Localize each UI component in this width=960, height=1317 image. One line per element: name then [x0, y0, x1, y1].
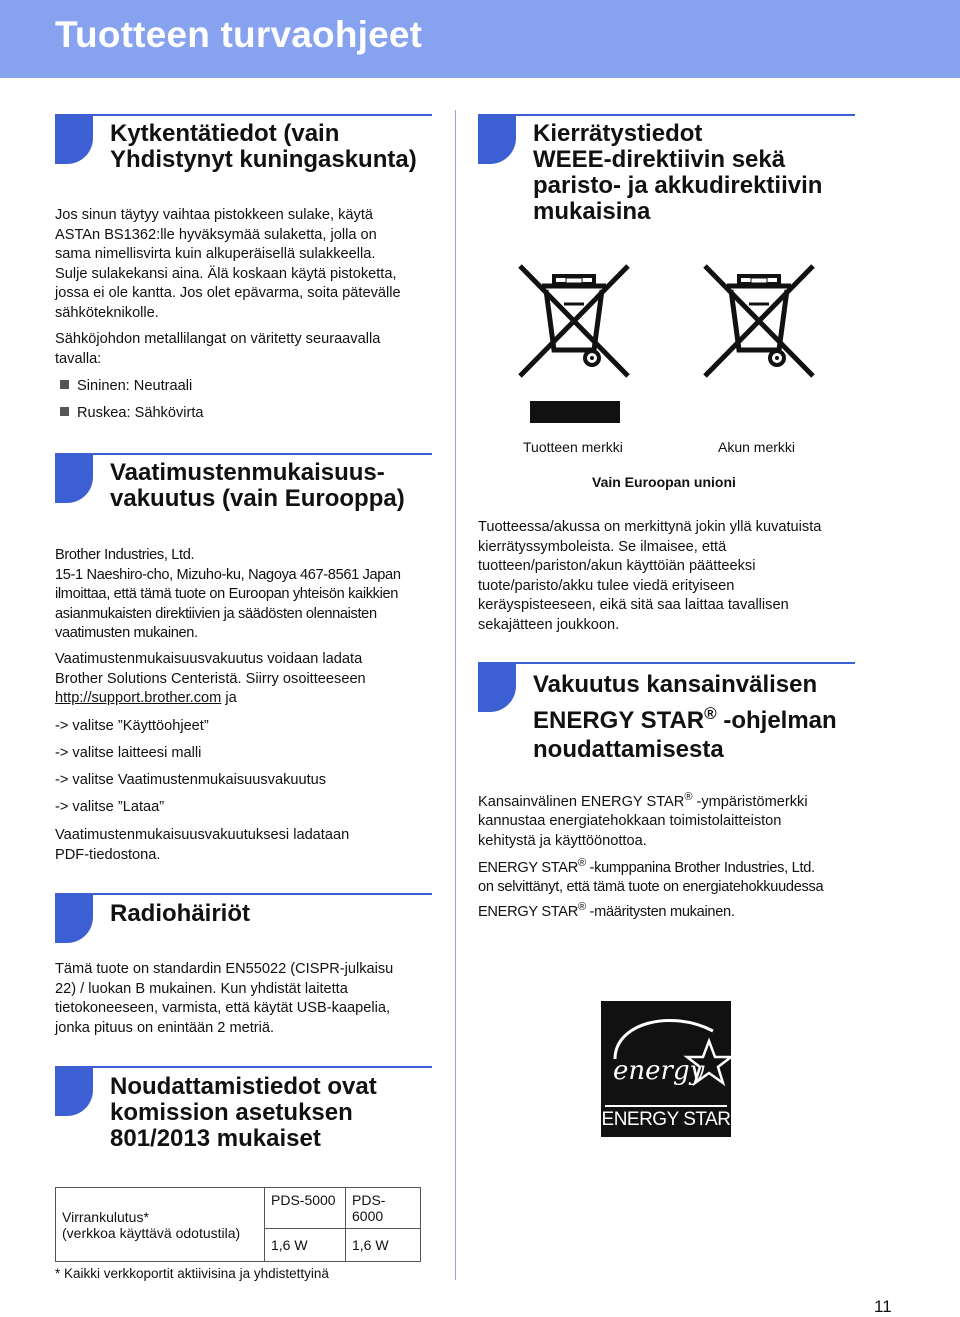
product-mark-label: Tuotteen merkki: [523, 439, 623, 455]
energy-script-text: energy: [613, 1056, 705, 1086]
battery-mark-label: Akun merkki: [718, 439, 796, 455]
section-tab-marker: [478, 116, 516, 164]
section-heading-recycling: Kierrätystiedot WEEE-direktiivin sekä paristo- ja akkudirektiivin mukaisina: [533, 120, 823, 225]
section-heading-energy-star: Vakuutus kansainvälisen ENERGY STAR® -ohjelman noudattamisesta: [533, 671, 837, 763]
section-tab-marker: [478, 664, 516, 712]
energy-star-paragraph-2: ENERGY STAR® -kumppanina Brother Industries, Ltd. on selvittänyt, että tämä tuote on energiatehokkuudessa ENERGY STAR® -määritysten mukainen.: [478, 857, 824, 920]
step-item: -> valitse laitteesi malli: [55, 745, 202, 761]
section-heading-connection-info: Kytkentätiedot (vain Yhdistynyt kuningaskunta): [110, 120, 417, 173]
section-heading-radio-interference: Radiohäiriöt: [110, 900, 251, 927]
table-header-pds5000: PDS-5000: [265, 1188, 346, 1229]
step-item: -> valitse ”Lataa”: [55, 799, 165, 815]
fuse-paragraph: Jos sinun täytyy vaihtaa pistokkeen sulake, käytä ASTAn BS1362:lle hyväksymää sulaketta, jolla on sama nimellisvirta kuin alkuperäisellä sulakkeella. Sulje sulakekansi aina. Älä koskaan käytä pistoketta, jossa ei ole kantta. Jos olet epävarma, soita pätevälle sähköteknikolle.: [55, 207, 401, 321]
brother-address-paragraph: Brother Industries, Ltd. 15-1 Naeshiro-cho, Mizuho-ku, Nagoya 467-8561 Japan ilmoittaa, että tämä tuote on Euroopan yhteisön kaikkien asianmukaisten direktiivien ja säädösten olennaisten vaatimusten mukainen.: [55, 547, 401, 641]
crossed-bin-battery-icon: [703, 264, 815, 380]
eu-only-label: Vain Euroopan unioni: [592, 474, 736, 490]
download-paragraph: Vaatimustenmukaisuusvakuutus voidaan ladata Brother Solutions Centeristä. Siirry osoitteeseen http://support.brother.com ja: [55, 651, 366, 706]
bullet-square-icon: [60, 407, 69, 416]
page-number: 11: [874, 1297, 892, 1316]
table-row-label: Virrankulutus* (verkkoa käyttävä odotustila): [56, 1188, 265, 1262]
energy-star-emblem-icon: [601, 1001, 731, 1101]
section-rule: [55, 114, 432, 116]
page-title: Tuotteen turvaohjeet: [55, 14, 423, 55]
radio-paragraph: Tämä tuote on standardin EN55022 (CISPR-julkaisu 22) / luokan B mukainen. Kun yhdistät laitetta tietokoneeseen, varmista, että käytät USB-kaapelia, jonka pituus on enintään 2 metriä.: [55, 961, 394, 1036]
section-rule: [55, 453, 432, 455]
table-footnote: * Kaikki verkkoportit aktiivisina ja yhdistettyinä: [55, 1266, 329, 1281]
header-banner: [0, 0, 960, 78]
product-mark-bar: [530, 401, 620, 423]
bullet-square-icon: [60, 380, 69, 389]
section-tab-marker: [55, 116, 93, 164]
step-item: -> valitse ”Käyttöohjeet”: [55, 718, 209, 734]
section-rule: [55, 893, 432, 895]
table-cell-pds6000: 1,6 W: [346, 1229, 421, 1262]
support-link[interactable]: http://support.brother.com: [55, 690, 222, 706]
power-consumption-table: [55, 1187, 421, 1262]
wire-color-intro: Sähköjohdon metallilangat on väritetty seuraavalla tavalla:: [55, 331, 381, 367]
section-heading-declaration-of-conformity: Vaatimustenmukaisuus- vakuutus (vain Eurooppa): [110, 459, 405, 512]
section-heading-compliance-info: Noudattamistiedot ovat komission asetuksen 801/2013 mukaiset: [110, 1073, 377, 1152]
energy-star-paragraph-1: Kansainvälinen ENERGY STAR® -ympäristömerkki kannustaa energiatehokkaan toimistolaitteiston kehitystä ja käyttöönottoa.: [478, 791, 808, 849]
step-item: -> valitse Vaatimustenmukaisuusvakuutus: [55, 772, 327, 788]
pdf-paragraph: Vaatimustenmukaisuusvakuutuksesi ladataan PDF-tiedostona.: [55, 827, 350, 863]
crossed-bin-product-icon: [518, 264, 630, 380]
energy-star-logo-label: ENERGY STAR: [601, 1109, 731, 1130]
table-header-pds6000: PDS-6000: [346, 1188, 421, 1229]
section-tab-marker: [55, 895, 93, 943]
section-rule: [55, 1066, 432, 1068]
section-tab-marker: [55, 1068, 93, 1116]
table-cell-pds5000: 1,6 W: [265, 1229, 346, 1262]
bullet-item: Sininen: Neutraali: [60, 377, 192, 397]
section-rule: [478, 114, 855, 116]
section-tab-marker: [55, 455, 93, 503]
logo-rule: [605, 1105, 727, 1107]
bullet-item: Ruskea: Sähkövirta: [60, 404, 204, 424]
column-divider: [455, 110, 456, 1280]
energy-star-logo: [601, 1001, 731, 1137]
recycling-paragraph: Tuotteessa/akussa on merkittynä jokin yllä kuvatuista kierrätyssymboleista. Se ilmaisee, että tuotteen/pariston/akun käyttöiän päätteeksi tuote/paristo/akku tulee viedä erityiseen keräyspisteeseen, eikä sitä saa laittaa tavallisen sekajätteen joukkoon.: [478, 519, 822, 633]
section-rule: [478, 662, 855, 664]
